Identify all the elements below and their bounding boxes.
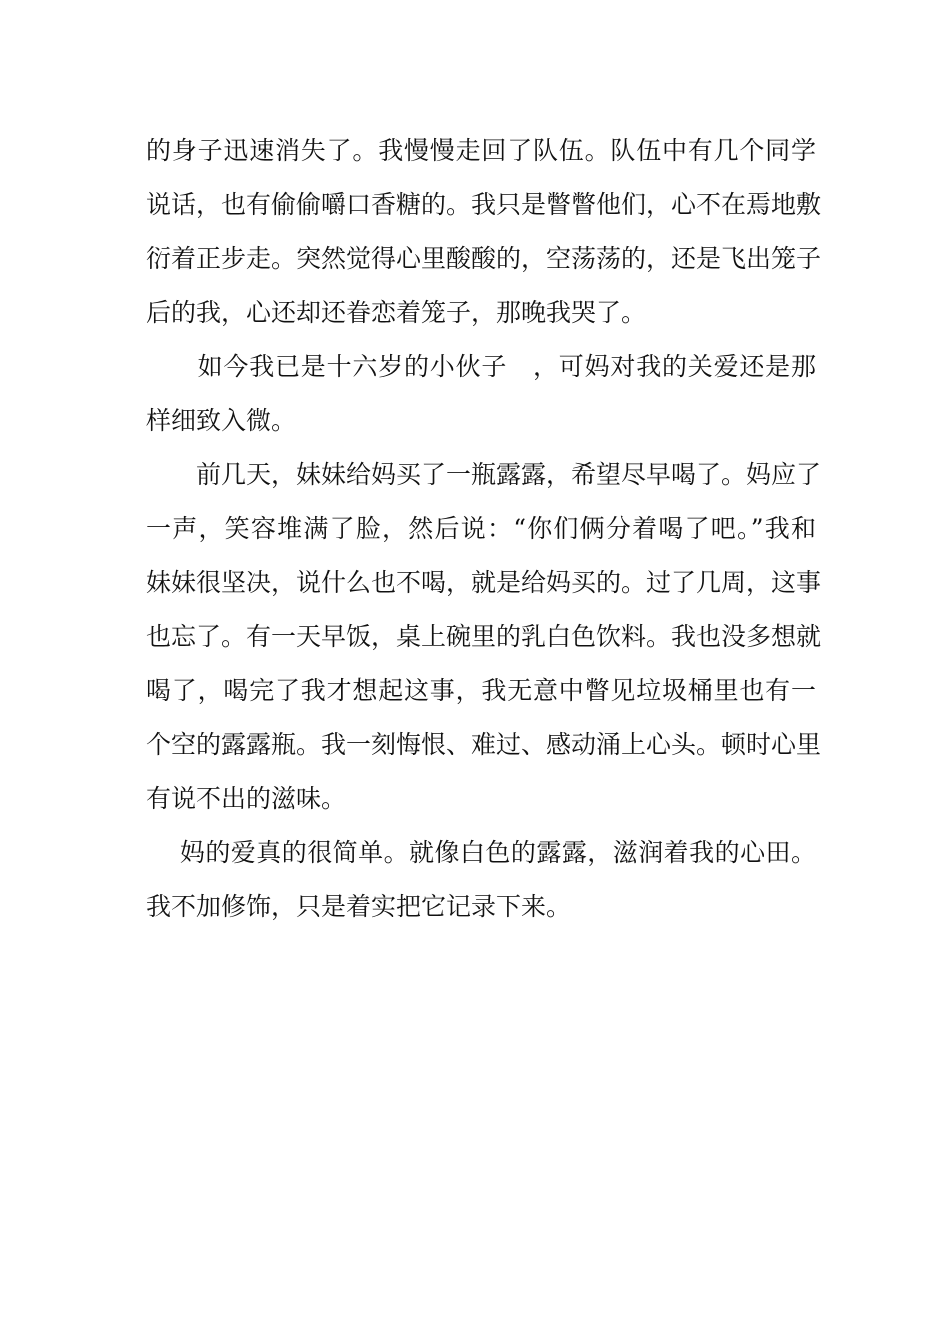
text-line: 说话，也有偷偷嚼口香糖的。我只是瞥瞥他们，心不在焉地敷 [146,190,822,219]
text-line: 前几天，妹妹给妈买了一瓶露露，希望尽早喝了。妈应了 [146,460,822,489]
text-line: 妹妹很坚决，说什么也不喝，就是给妈买的。过了几周，这事 [146,568,822,597]
text-line: 妈的爱真的很简单。就像白色的露露，滋润着我的心田。 [146,838,816,867]
text-line: 后的我，心还却还眷恋着笼子，那晚我哭了。 [146,298,647,327]
essay-body [146,127,822,937]
text-line: 的身子迅速消失了。我慢慢走回了队伍。队伍中有几个同学 [146,136,816,165]
text-line: 个空的露露瓶。我一刻悔恨、难过、感动涌上心头。顿时心里 [146,730,822,759]
text-line: 衍着正步走。突然觉得心里酸酸的，空荡荡的，还是飞出笼子 [146,244,822,273]
text-line: 样细致入微。 [146,406,297,435]
text-line: 如今我已是十六岁的小伙子 ，可妈对我的关爱还是那 [146,352,816,381]
text-line: 一声，笑容堆满了脸，然后说：“你们俩分着喝了吧。”我和 [146,514,816,543]
text-line: 喝了，喝完了我才想起这事，我无意中瞥见垃圾桶里也有一 [146,676,816,705]
text-line: 有说不出的滋味。 [146,784,347,813]
text-line: 我不加修饰，只是着实把它记录下来。 [146,892,572,921]
text-line: 也忘了。有一天早饭，桌上碗里的乳白色饮料。我也没多想就 [146,622,822,651]
